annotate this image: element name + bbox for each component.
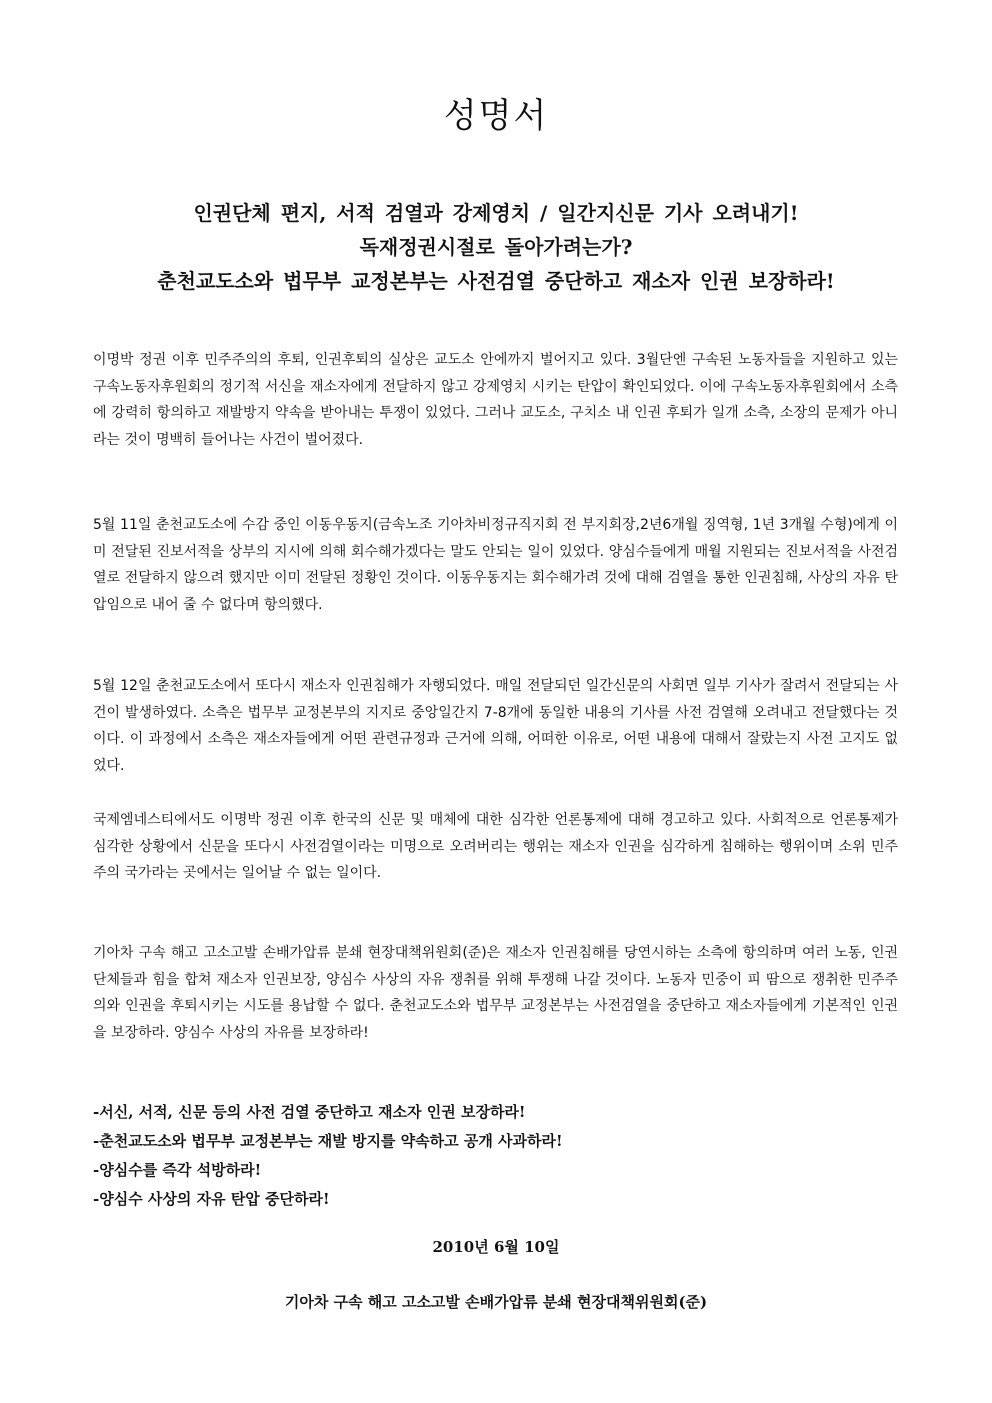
- demand-item-2: -춘천교도소와 법무부 교정본부는 재발 방지를 약속하고 공개 사과하라!: [93, 1132, 563, 1150]
- headline-3: 춘천교도소와 법무부 교정본부는 사전검열 중단하고 재소자 인권 보장하라!: [157, 269, 835, 293]
- signatory-organization: 기아차 구속 해고 고소고발 손배가압류 분쇄 현장대책위원회(준): [284, 1293, 708, 1311]
- body-paragraph-2: 5월 11일 춘천교도소에 수감 중인 이동우동지(금속노조 기아차비정규직지회 전 부지회장,2년6개월 징역형, 1년 3개월 수형)에게 이미 전달된 진보서적을 상부의 지시에 의해 회수해가겠다는 말도 안되는 일이 있었다. 양심수들에게 매월 지원되는 진보서적을 사전검열로 전달하지 않으려 했지만 이미 전달된 정황인 것이다. 이동우동지는 회수해가려 것에 대해 검열을 통한 인권침해, 사상의 자유 탄압임으로 내어 줄 수 없다며 항의했다.: [93, 517, 898, 613]
- demand-item-3: -양심수를 즉각 석방하라!: [93, 1161, 262, 1179]
- body-paragraph-1: 이명박 정권 이후 민주주의의 후퇴, 인권후퇴의 실상은 교도소 안에까지 벌어지고 있다. 3월단엔 구속된 노동자들을 지원하고 있는 구속노동자후원회의 정기적 서신을 재소자에게 전달하지 않고 강제영치 시키는 탄압이 확인되었다. 이에 구속노동자후원회에서 소측에 강력히 항의하고 재발방지 약속을 받아내는 투쟁이 있었다. 그러나 교도소, 구치소 내 인권 후퇴가 일개 소측, 소장의 문제가 아니라는 것이 명백히 들어나는 사건이 벌어졌다.: [93, 352, 898, 448]
- headline-block: [60, 196, 932, 298]
- body-paragraph-5: 기아차 구속 해고 고소고발 손배가압류 분쇄 현장대책위원회(준)은 재소자 인권침해를 당연시하는 소측에 항의하며 여러 노동, 인권 단체들과 힘을 합쳐 재소자 인권보장, 양심수 사상의 자유 쟁취를 위해 투쟁해 나갈 것이다. 노동자 민중이 피 땀으로 쟁취한 민주주의와 인권을 후퇴시키는 시도를 용납할 수 없다. 춘천교도소와 법무부 교정본부는 사전검열을 중단하고 재소자들에게 기본적인 인권을 보장하라. 양심수 사상의 자유를 보장하라!: [93, 945, 898, 1041]
- demand-item-1: -서신, 서적, 신문 등의 사전 검열 중단하고 재소자 인권 보장하라!: [93, 1103, 526, 1121]
- body-paragraph-3: 5월 12일 춘천교도소에서 또다시 재소자 인권침해가 자행되었다. 매일 전달되던 일간신문의 사회면 일부 기사가 잘려서 전달되는 사건이 발생하였다. 소측은 법무부 교정본부의 지지로 중앙일간지 7-8개에 동일한 내용의 기사를 사전 검열해 오려내고 전달했다는 것이다. 이 과정에서 소측은 재소자들에게 어떤 관련규정과 근거에 의해, 어떠한 이유로, 어떤 내용에 대해서 잘랐는지 사전 고지도 없었다.: [93, 678, 898, 774]
- demand-list: [93, 1098, 898, 1214]
- document-title: 성명서: [443, 96, 549, 136]
- headline-1: 인권단체 편지, 서적 검열과 강제영치 / 일간지신문 기사 오려내기!: [193, 201, 799, 225]
- headline-2: 독재정권시절로 돌아가려는가?: [359, 235, 633, 259]
- body-paragraph-4: 국제엠네스티에서도 이명박 정권 이후 한국의 신문 및 매체에 대한 심각한 언론통제에 대해 경고하고 있다. 사회적으로 언론통제가 심각한 상황에서 신문을 또다시 사전검열이라는 미명으로 오려버리는 행위는 재소자 인권을 심각하게 침해하는 행위이며 소위 민주주의 국가라는 곳에서는 일어날 수 없는 일이다.: [93, 812, 898, 881]
- demand-item-4: -양심수 사상의 자유 탄압 중단하라!: [93, 1190, 330, 1208]
- statement-date: 2010년 6월 10일: [432, 1238, 560, 1256]
